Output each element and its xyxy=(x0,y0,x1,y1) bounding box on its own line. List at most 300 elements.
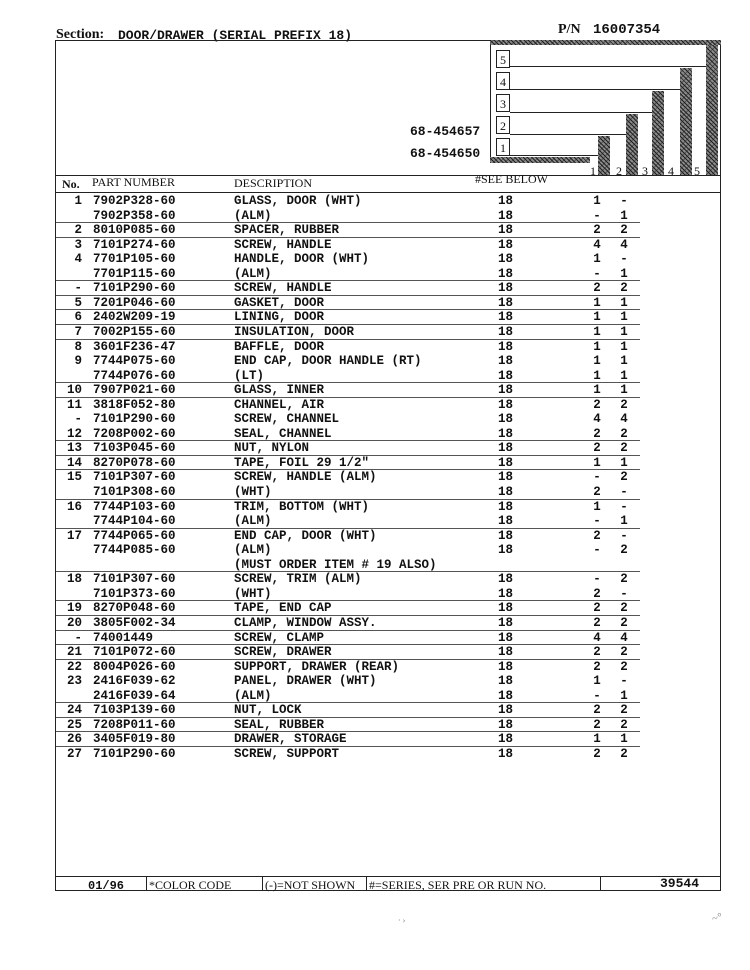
part-description: (ALM) xyxy=(234,208,272,223)
part-description: SCREW, HANDLE (ALM) xyxy=(234,470,377,485)
series-code: 18 xyxy=(498,572,514,587)
quantity-model-1: 2 xyxy=(593,746,601,761)
part-description: SEAL, RUBBER xyxy=(234,717,325,732)
part-description: END CAP, DOOR (WHT) xyxy=(234,528,377,543)
step-number-5: 5 xyxy=(496,50,510,68)
part-description: GLASS, INNER xyxy=(234,383,325,398)
header-bottom-rule xyxy=(55,192,721,193)
quantity-model-1: 4 xyxy=(593,237,601,252)
table-row xyxy=(0,427,750,442)
quantity-model-1: - xyxy=(593,514,601,529)
quantity-model-2: 2 xyxy=(620,615,628,630)
column-header-part-number: PART NUMBER xyxy=(92,175,175,189)
table-row xyxy=(0,747,750,762)
quantity-model-2: - xyxy=(620,499,628,514)
part-number: 8270P078-60 xyxy=(93,455,176,470)
series-code: 18 xyxy=(498,252,514,267)
item-number: 8 xyxy=(74,339,82,354)
item-number: 24 xyxy=(66,703,82,718)
part-description: GASKET, DOOR xyxy=(234,295,325,310)
table-row xyxy=(0,398,750,413)
quantity-model-2: 1 xyxy=(620,310,628,325)
item-number: 11 xyxy=(66,397,82,412)
step-line-5 xyxy=(510,66,706,67)
step-number-2: 2 xyxy=(496,116,510,134)
table-row xyxy=(0,732,750,747)
column-header-no: No. xyxy=(62,177,80,191)
series-code: 18 xyxy=(498,615,514,630)
part-number: 7907P021-60 xyxy=(93,383,176,398)
quantity-model-2: 1 xyxy=(620,266,628,281)
quantity-model-1: 1 xyxy=(593,295,601,310)
quantity-model-2: 2 xyxy=(620,281,628,296)
quantity-model-1: 2 xyxy=(593,397,601,412)
series-code: 18 xyxy=(498,266,514,281)
step-number-3: 3 xyxy=(496,94,510,112)
part-number: 3405F019-80 xyxy=(93,732,176,747)
quantity-model-1: 1 xyxy=(593,674,601,689)
item-number: 14 xyxy=(66,455,82,470)
table-row xyxy=(0,660,750,675)
part-description: (WHT) xyxy=(234,485,272,499)
item-number: 19 xyxy=(66,601,82,616)
series-code: 18 xyxy=(498,339,514,354)
table-row xyxy=(0,601,750,616)
footer-divider-4 xyxy=(600,877,601,891)
series-code: 18 xyxy=(498,383,514,398)
quantity-model-2: 1 xyxy=(620,455,628,470)
quantity-model-2: 2 xyxy=(620,746,628,761)
step-number-4: 4 xyxy=(496,72,510,90)
footer-color-code: *COLOR CODE xyxy=(149,878,232,892)
series-code: 18 xyxy=(498,688,514,703)
part-number: 7101P373-60 xyxy=(93,586,176,601)
quantity-model-2: 2 xyxy=(620,397,628,412)
quantity-model-2: - xyxy=(620,194,628,208)
quantity-model-2: 2 xyxy=(620,645,628,660)
part-number: 7101P290-60 xyxy=(93,746,176,761)
footer-page-id: 39544 xyxy=(660,876,700,891)
part-description: (MUST ORDER ITEM # 19 ALSO) xyxy=(234,557,437,572)
section-title: DOOR/DRAWER (SERIAL PREFIX 18) xyxy=(118,28,353,43)
diagram-step-5 xyxy=(706,45,718,175)
quantity-model-1: 4 xyxy=(593,412,601,427)
quantity-model-1: 1 xyxy=(593,455,601,470)
quantity-model-1: - xyxy=(593,688,601,703)
pn-value: 16007354 xyxy=(593,22,661,38)
part-number: 3805F002-34 xyxy=(93,615,176,630)
part-number: 7701P115-60 xyxy=(93,266,176,281)
table-row xyxy=(0,325,750,340)
series-code: 18 xyxy=(498,586,514,601)
part-number: 7101P072-60 xyxy=(93,645,176,660)
table-row xyxy=(0,456,750,471)
item-number: 15 xyxy=(66,470,82,485)
item-number: 1 xyxy=(74,194,82,208)
quantity-model-1: - xyxy=(593,572,601,587)
quantity-model-1: 2 xyxy=(593,441,601,456)
item-number: 17 xyxy=(66,528,82,543)
quantity-model-2: 1 xyxy=(620,368,628,383)
footer-not-shown: (-)=NOT SHOWN xyxy=(265,878,356,892)
quantity-model-2: 2 xyxy=(620,470,628,485)
step-number-1: 1 xyxy=(496,138,510,156)
part-number: 7744P103-60 xyxy=(93,499,176,514)
quantity-model-2: 2 xyxy=(620,717,628,732)
footer-rule xyxy=(55,876,721,877)
quantity-model-2: 2 xyxy=(620,223,628,238)
part-number: 2416F039-62 xyxy=(93,674,176,689)
diagram-bottom-band xyxy=(490,157,590,163)
quantity-model-1: - xyxy=(593,470,601,485)
quantity-model-2: 1 xyxy=(620,208,628,223)
item-number: 18 xyxy=(66,572,82,587)
part-description: SUPPORT, DRAWER (REAR) xyxy=(234,659,400,674)
part-description: END CAP, DOOR HANDLE (RT) xyxy=(234,354,422,369)
table-row xyxy=(0,587,750,602)
quantity-model-2: - xyxy=(620,586,628,601)
quantity-model-1: 2 xyxy=(593,223,601,238)
table-row xyxy=(0,441,750,456)
table-row xyxy=(0,485,750,500)
series-code: 18 xyxy=(498,717,514,732)
quantity-model-1: 2 xyxy=(593,703,601,718)
step-line-4 xyxy=(510,89,680,90)
part-description: DRAWER, STORAGE xyxy=(234,732,347,747)
item-number: 26 xyxy=(66,732,82,747)
quantity-model-2: - xyxy=(620,528,628,543)
table-row xyxy=(0,500,750,515)
part-description: TAPE, END CAP xyxy=(234,601,332,616)
quantity-model-1: 1 xyxy=(593,368,601,383)
part-description: SCREW, SUPPORT xyxy=(234,746,340,761)
series-code: 18 xyxy=(498,659,514,674)
part-number: 8004P026-60 xyxy=(93,659,176,674)
part-number: 7744P076-60 xyxy=(93,368,176,383)
table-row xyxy=(0,558,750,573)
series-code: 18 xyxy=(498,426,514,441)
quantity-model-1: 2 xyxy=(593,601,601,616)
series-code: 18 xyxy=(498,194,514,208)
item-number: 9 xyxy=(74,354,82,369)
series-code: 18 xyxy=(498,354,514,369)
column-header-series: #SEE BELOW xyxy=(475,172,548,186)
item-number: 20 xyxy=(66,615,82,630)
series-code: 18 xyxy=(498,208,514,223)
part-number: 2402W209-19 xyxy=(93,310,176,325)
table-row xyxy=(0,689,750,704)
quantity-model-2: 2 xyxy=(620,703,628,718)
series-code: 18 xyxy=(498,514,514,529)
part-description: SCREW, CLAMP xyxy=(234,630,325,645)
quantity-model-1: - xyxy=(593,266,601,281)
series-code: 18 xyxy=(498,499,514,514)
quantity-model-2: 1 xyxy=(620,339,628,354)
series-code: 18 xyxy=(498,528,514,543)
column-number-1: 1 xyxy=(590,164,596,178)
table-row xyxy=(0,238,750,253)
part-description: (LT) xyxy=(234,368,265,383)
item-number: - xyxy=(74,630,82,645)
series-code: 18 xyxy=(498,455,514,470)
part-description: SPACER, RUBBER xyxy=(234,223,340,238)
footer-divider-1 xyxy=(146,877,147,891)
item-number: 16 xyxy=(66,499,82,514)
table-row xyxy=(0,514,750,529)
series-code: 18 xyxy=(498,295,514,310)
item-number: 27 xyxy=(66,746,82,761)
part-description: CLAMP, WINDOW ASSY. xyxy=(234,615,377,630)
quantity-model-1: 1 xyxy=(593,310,601,325)
quantity-model-1: 1 xyxy=(593,324,601,339)
series-code: 18 xyxy=(498,601,514,616)
series-code: 18 xyxy=(498,732,514,747)
part-description: (ALM) xyxy=(234,688,272,703)
diagram-step-2 xyxy=(626,114,638,175)
part-description: CHANNEL, AIR xyxy=(234,397,325,412)
quantity-model-2: 2 xyxy=(620,543,628,558)
part-description: LINING, DOOR xyxy=(234,310,325,325)
table-row xyxy=(0,674,750,689)
part-number: 7208P002-60 xyxy=(93,426,176,441)
part-number: 7101P307-60 xyxy=(93,470,176,485)
series-code: 18 xyxy=(498,223,514,238)
table-row xyxy=(0,194,750,209)
footer-divider-2 xyxy=(262,877,263,891)
step-line-2 xyxy=(510,134,626,135)
part-number: 7002P155-60 xyxy=(93,324,176,339)
part-description: (ALM) xyxy=(234,514,272,529)
part-number: 7902P328-60 xyxy=(93,194,176,208)
table-row xyxy=(0,718,750,733)
quantity-model-1: 1 xyxy=(593,252,601,267)
footer-series-note: #=SERIES, SER PRE OR RUN NO. xyxy=(369,878,547,892)
quantity-model-1: 1 xyxy=(593,339,601,354)
quantity-model-2: 1 xyxy=(620,354,628,369)
footer-divider-3 xyxy=(366,877,367,891)
table-row xyxy=(0,703,750,718)
quantity-model-1: 2 xyxy=(593,586,601,601)
part-number: 7744P085-60 xyxy=(93,543,176,558)
table-row xyxy=(0,354,750,369)
table-row xyxy=(0,369,750,384)
quantity-model-1: 2 xyxy=(593,645,601,660)
pn-label: P/N xyxy=(558,22,581,37)
table-row xyxy=(0,252,750,267)
part-number: 7101P274-60 xyxy=(93,237,176,252)
table-row xyxy=(0,281,750,296)
section-label: Section: xyxy=(56,27,105,42)
series-code: 18 xyxy=(498,237,514,252)
part-number: 7744P075-60 xyxy=(93,354,176,369)
part-number: 7208P011-60 xyxy=(93,717,176,732)
quantity-model-1: 2 xyxy=(593,615,601,630)
part-number: 3601F236-47 xyxy=(93,339,176,354)
table-row xyxy=(0,616,750,631)
quantity-model-2: 1 xyxy=(620,732,628,747)
table-row xyxy=(0,267,750,282)
quantity-model-1: 2 xyxy=(593,717,601,732)
quantity-model-1: 1 xyxy=(593,732,601,747)
quantity-model-2: 4 xyxy=(620,237,628,252)
quantity-model-1: 2 xyxy=(593,426,601,441)
table-row xyxy=(0,383,750,398)
part-description: TRIM, BOTTOM (WHT) xyxy=(234,499,370,514)
column-number-4: 4 xyxy=(668,164,674,178)
footer-date: 01/96 xyxy=(88,879,125,893)
scan-speck: · › xyxy=(398,916,406,925)
diagram-left-edge xyxy=(490,45,491,160)
table-row xyxy=(0,296,750,311)
part-description: GLASS, DOOR (WHT) xyxy=(234,194,362,208)
part-description: HANDLE, DOOR (WHT) xyxy=(234,252,370,267)
part-number: 7103P045-60 xyxy=(93,441,176,456)
table-row xyxy=(0,223,750,238)
part-number: 8270P048-60 xyxy=(93,601,176,616)
quantity-model-1: 1 xyxy=(593,499,601,514)
table-row xyxy=(0,470,750,485)
item-number: 2 xyxy=(74,223,82,238)
table-row xyxy=(0,310,750,325)
table-row xyxy=(0,543,750,558)
scan-mark: ~° xyxy=(710,910,724,926)
item-number: 13 xyxy=(66,441,82,456)
series-code: 18 xyxy=(498,441,514,456)
part-number: 7103P139-60 xyxy=(93,703,176,718)
quantity-model-2: 2 xyxy=(620,659,628,674)
series-code: 18 xyxy=(498,674,514,689)
item-number: 12 xyxy=(66,426,82,441)
part-number: 3818F052-80 xyxy=(93,397,176,412)
part-description: (ALM) xyxy=(234,543,272,558)
quantity-model-2: 4 xyxy=(620,412,628,427)
item-number: 5 xyxy=(74,295,82,310)
part-description: SCREW, CHANNEL xyxy=(234,412,340,427)
quantity-model-2: - xyxy=(620,252,628,267)
series-code: 18 xyxy=(498,630,514,645)
quantity-model-2: 2 xyxy=(620,426,628,441)
item-number: 3 xyxy=(74,237,82,252)
step-line-1 xyxy=(510,155,598,156)
part-number: 2416F039-64 xyxy=(93,688,176,703)
quantity-model-2: 4 xyxy=(620,630,628,645)
diagram-step-1 xyxy=(598,136,610,175)
part-description: BAFFLE, DOOR xyxy=(234,339,325,354)
series-code: 18 xyxy=(498,543,514,558)
quantity-model-2: 1 xyxy=(620,688,628,703)
quantity-model-2: 1 xyxy=(620,514,628,529)
series-code: 18 xyxy=(498,485,514,499)
series-code: 18 xyxy=(498,281,514,296)
part-description: (ALM) xyxy=(234,266,272,281)
quantity-model-2: 2 xyxy=(620,601,628,616)
quantity-model-2: 1 xyxy=(620,383,628,398)
step-line-3 xyxy=(510,112,652,113)
part-number: 7101P290-60 xyxy=(93,281,176,296)
quantity-model-1: 2 xyxy=(593,528,601,543)
table-row xyxy=(0,645,750,660)
diagram-step-4 xyxy=(680,68,692,175)
column-number-5: 5 xyxy=(694,164,700,178)
part-number: 7101P308-60 xyxy=(93,485,176,499)
part-description: SCREW, DRAWER xyxy=(234,645,332,660)
part-number: 8010P085-60 xyxy=(93,223,176,238)
item-number: 21 xyxy=(66,645,82,660)
part-description: PANEL, DRAWER (WHT) xyxy=(234,674,377,689)
part-number: 7201P046-60 xyxy=(93,295,176,310)
part-description: NUT, NYLON xyxy=(234,441,310,456)
quantity-model-1: 2 xyxy=(593,659,601,674)
quantity-model-1: - xyxy=(593,208,601,223)
item-number: 4 xyxy=(74,252,82,267)
series-code: 18 xyxy=(498,310,514,325)
quantity-model-2: - xyxy=(620,674,628,689)
quantity-model-1: - xyxy=(593,543,601,558)
model-number-1: 68-454657 xyxy=(410,124,481,139)
part-description: SEAL, CHANNEL xyxy=(234,426,332,441)
item-number: 10 xyxy=(66,383,82,398)
part-number: 7744P065-60 xyxy=(93,528,176,543)
part-description: SCREW, HANDLE xyxy=(234,281,332,296)
series-code: 18 xyxy=(498,324,514,339)
table-row xyxy=(0,412,750,427)
column-header-description: DESCRIPTION xyxy=(234,176,313,190)
series-code: 18 xyxy=(498,368,514,383)
quantity-model-2: 1 xyxy=(620,324,628,339)
model-number-2: 68-454650 xyxy=(410,146,481,161)
item-number: - xyxy=(74,281,82,296)
series-code: 18 xyxy=(498,397,514,412)
part-description: INSULATION, DOOR xyxy=(234,324,355,339)
table-row xyxy=(0,340,750,355)
series-code: 18 xyxy=(498,703,514,718)
quantity-model-1: 2 xyxy=(593,485,601,499)
item-number: - xyxy=(74,412,82,427)
part-description: TAPE, FOIL 29 1/2" xyxy=(234,455,370,470)
quantity-model-1: 2 xyxy=(593,281,601,296)
item-number: 25 xyxy=(66,717,82,732)
quantity-model-1: 1 xyxy=(593,383,601,398)
table-row xyxy=(0,209,750,224)
series-code: 18 xyxy=(498,746,514,761)
diagram-step-3 xyxy=(652,91,664,175)
part-description: NUT, LOCK xyxy=(234,703,302,718)
part-number: 74001449 xyxy=(93,630,154,645)
table-row xyxy=(0,572,750,587)
series-code: 18 xyxy=(498,645,514,660)
diagram-top-band xyxy=(490,40,721,45)
column-number-3: 3 xyxy=(642,164,648,178)
series-code: 18 xyxy=(498,412,514,427)
quantity-model-1: 4 xyxy=(593,630,601,645)
quantity-model-2: - xyxy=(620,485,628,499)
part-number: 7902P358-60 xyxy=(93,208,176,223)
table-row xyxy=(0,631,750,646)
item-number: 7 xyxy=(74,324,82,339)
item-number: 6 xyxy=(74,310,82,325)
quantity-model-1: 1 xyxy=(593,194,601,208)
part-number: 7101P307-60 xyxy=(93,572,176,587)
item-number: 23 xyxy=(66,674,82,689)
quantity-model-1: 1 xyxy=(593,354,601,369)
part-description: SCREW, HANDLE xyxy=(234,237,332,252)
quantity-model-2: 1 xyxy=(620,295,628,310)
part-number: 7744P104-60 xyxy=(93,514,176,529)
column-number-2: 2 xyxy=(616,164,622,178)
quantity-model-2: 2 xyxy=(620,572,628,587)
part-description: (WHT) xyxy=(234,586,272,601)
part-number: 7101P290-60 xyxy=(93,412,176,427)
